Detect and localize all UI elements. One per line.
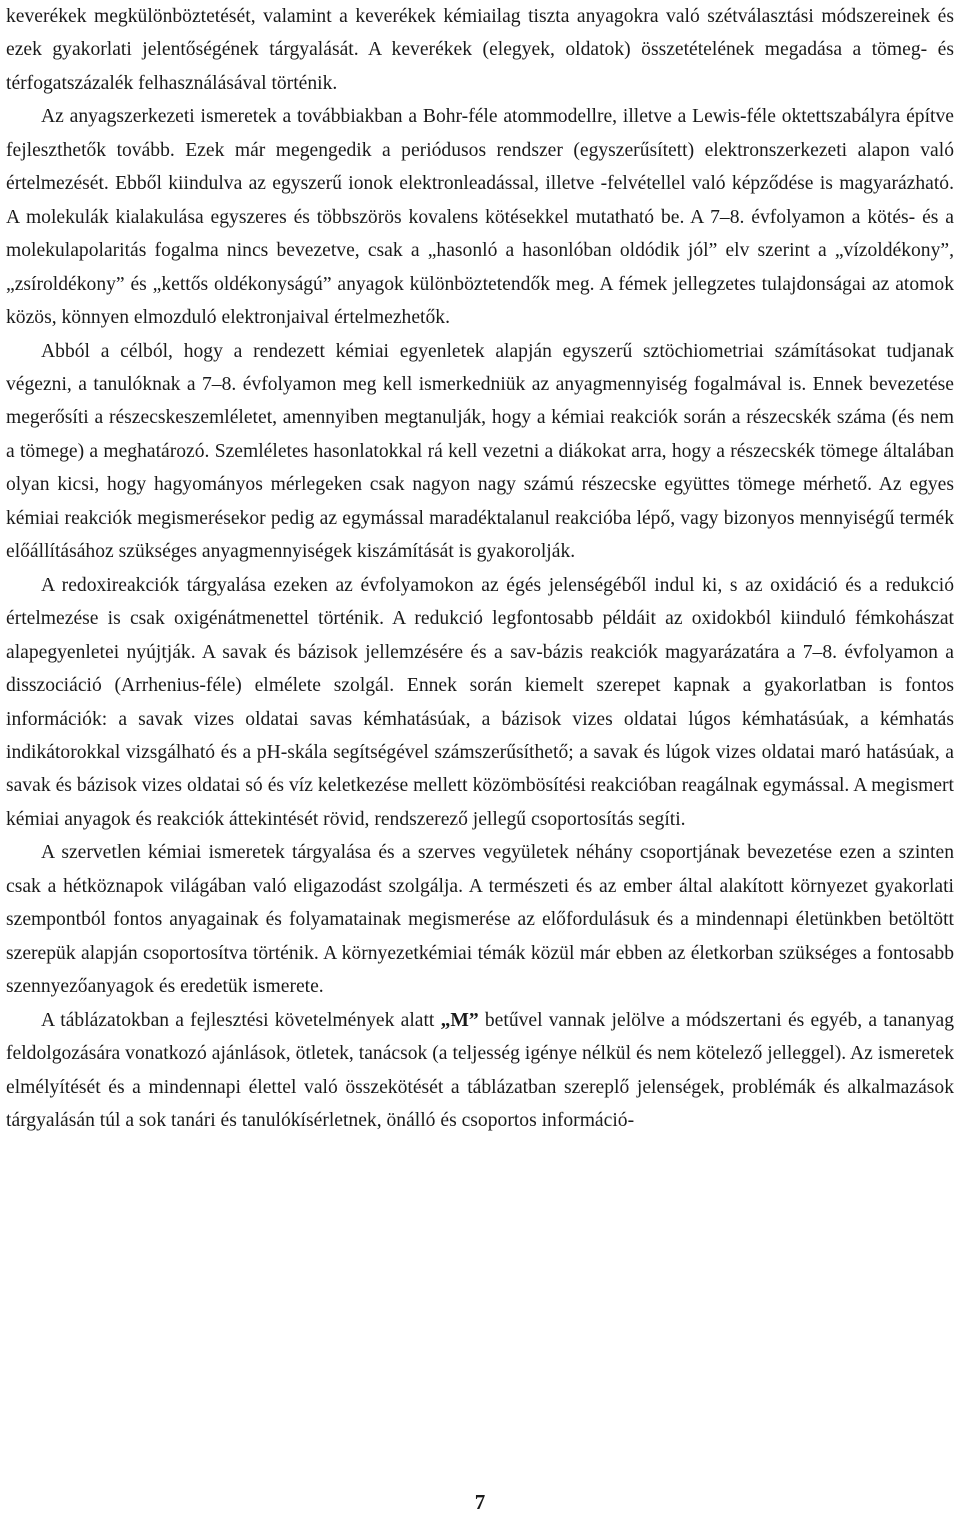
paragraph-inorganic-organic: A szervetlen kémiai ismeretek tárgyalása és a szerves vegyületek néhány csoportjának bevezetése ezen a szinten csak a hétköznapok világában való eligazodást szolgálja. A természeti és az ember által alakított környezet gyakorlati szempontból fontos anyagainak és folyamatainak megismerése az előfordulásuk és a mindennapi életünkben betöltött szerepük alapján csoportosítva történik. A környezetkémiai témák közül már ebben az életkorban szükséges a fontosabb szennyezőanyagok és eredetük ismerete. (6, 842, 954, 998)
paragraph-tables-notes (6, 1004, 954, 1138)
tables-notes-text-before: A táblázatokban a fejlesztési követelmények alatt (41, 1009, 441, 1031)
tables-notes-text-after: betűvel vannak jelölve a módszertani és egyéb, a tananyag feldolgozására vonatkozó ajánlások, ötletek, tanácsok (a teljesség igénye nélkül és nem kötelező jelleggel). Az ismeretek elmélyítését és a mindennapi élettel való összekötését a táblázatban szereplő jelenségek, problémák és alkalmazások tárgyalásán túl a sok tanári és tanulókísérletnek, önálló és csoportos információ- (6, 1009, 954, 1131)
paragraph-redox-acid-base: A redoxireakciók tárgyalása ezeken az évfolyamokon az égés jelenségéből indul ki, s az oxidáció és a redukció értelmezése is csak oxigénátmenettel történik. A redukció legfontosabb példáit az oxidokból kiinduló fémkohászat alapegyenletei nyújtják. A savak és bázisok jellemzésére és a sav-bázis reakciók magyarázatára a 7–8. évfolyamon a disszociáció (Arrhenius-féle) elmélete szolgál. Ennek során kiemelt szerepet kapnak a gyakorlatban is fontos információk: a savak vizes oldatai savas kémhatásúak, a bázisok vizes oldatai lúgos kémhatásúak, a kémhatás indikátorokkal vizsgálható és a pH-skála segítségével számszerűsíthető; a savak és lúgok vizes oldatai maró hatásúak, a savak és bázisok vizes oldatai só és víz keletkezése mellett közömbösítési reakcióban reagálnak egymással. A megismert kémiai anyagok és reakciók áttekintését rövid, rendszerező jellegű csoportosítás segíti. (6, 574, 954, 830)
paragraph-atomic-structure: Az anyagszerkezeti ismeretek a továbbiakban a Bohr-féle atommodellre, illetve a Lewis-féle oktettszabályra építve fejleszthetők tovább. Ezek már megengedik a periódusos rendszer (egyszerűsített) elektronszerkezeti alapon való értelmezését. Ebből kiindulva az egyszerű ionok elektronleadással, illetve -felvétellel való képződése is magyarázható. A molekulák kialakulása egyszeres és többszörös kovalens kötésekkel mutatható be. A 7–8. évfolyamon a kötés- és a molekulapolaritás fogalma nincs bevezetve, csak a „hasonló a hasonlóban oldódik jól” elv szerint a „vízoldékony”, „zsíroldékony” és „kettős oldékonyságú” anyagok különböztetendők meg. A fémek jellegzetes tulajdonságai az atomok közös, könnyen elmozduló elektronjaival értelmezhetők. (6, 106, 954, 329)
page-number: 7 (474, 1490, 486, 1514)
paragraph-mixtures-continuation: keverékek megkülönböztetését, valamint a keverékek kémiailag tiszta anyagokra való szétválasztási módszereinek és ezek gyakorlati jelentőségének tárgyalását. A keverékek (elegyek, oldatok) összetételének megadása a tömeg- és térfogatszázalék felhasználásával történik. (6, 6, 954, 94)
paragraph-amount-of-substance: Abból a célból, hogy a rendezett kémiai egyenletek alapján egyszerű sztöchiometriai számításokat tudjanak végezni, a tanulóknak a 7–8. évfolyamon meg kell ismerkedniük az anyagmennyiség fogalmával is. Ennek bevezetése megerősíti a részecskeszemléletet, amennyiben megtanulják, hogy a kémiai reakciók során a részecskék száma (és nem a tömege) a meghatározó. Szemléletes hasonlatokkal rá kell vezetni a diákokat arra, hogy a részecskék tömege általában olyan kicsi, hogy hagyományos mérlegeken csak nagyon nagy számú részecske együttes tömege mérhető. Az egyes kémiai reakciók megismerésekor pedig az egymással maradéktalanul reakcióba lépő, vagy bizonyos mennyiségű termék előállításához szükséges anyagmennyiségek kiszámítását is gyakorolják. (6, 340, 954, 563)
document-page (6, 0, 954, 1137)
m-marker: „M” (440, 1009, 479, 1031)
